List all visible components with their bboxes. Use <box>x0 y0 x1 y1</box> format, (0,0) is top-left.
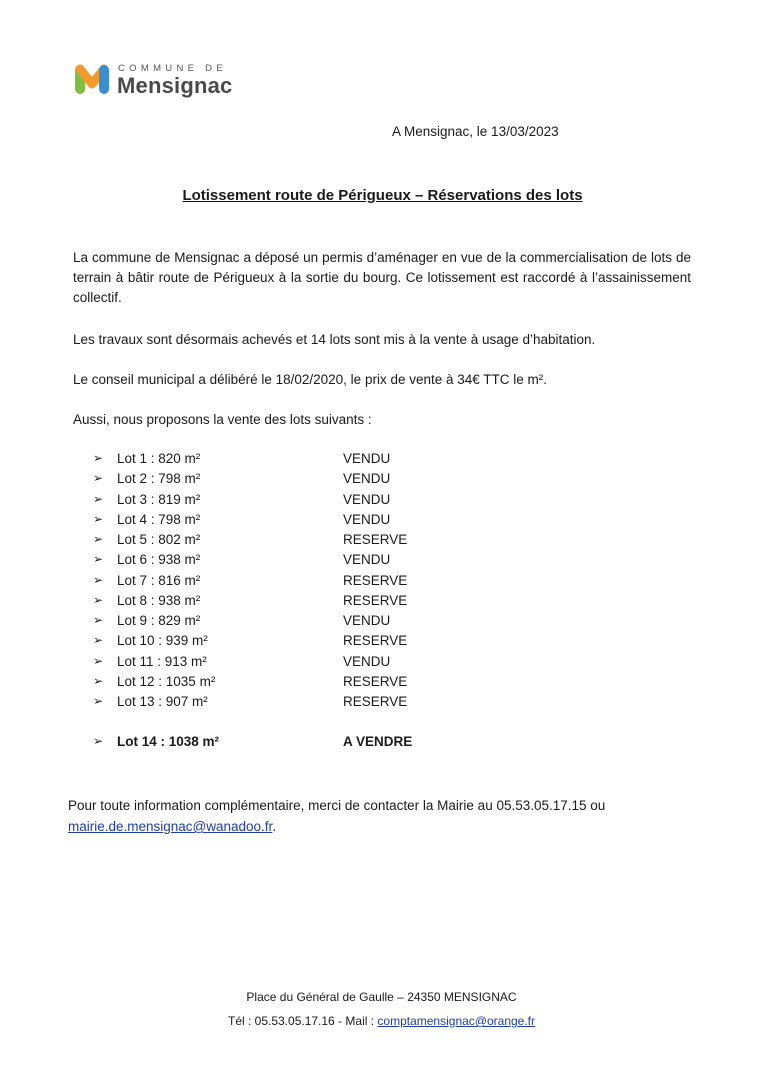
list-item <box>93 532 493 552</box>
footer-address: Place du Général de Gaulle – 24350 MENSIGNAC <box>246 990 517 1004</box>
lot-label: Lot 10 : 939 m² <box>117 633 208 649</box>
lot-label: Lot 9 : 829 m² <box>117 613 201 628</box>
arrow-bullet-icon: ➢ <box>93 552 104 567</box>
list-item <box>93 492 493 512</box>
lot-status: RESERVE <box>343 633 408 649</box>
contact-end: . <box>272 819 277 834</box>
lot-label: Lot 6 : 938 m² <box>117 552 201 568</box>
lot-status: VENDU <box>343 653 391 669</box>
list-item <box>93 593 493 613</box>
lot-status: VENDU <box>343 491 391 507</box>
lot-status: VENDU <box>343 511 391 527</box>
arrow-bullet-icon: ➢ <box>93 532 104 546</box>
footer-contact <box>0 1014 763 1028</box>
lot-status: A VENDRE <box>343 734 413 749</box>
footer-email-link[interactable]: comptamensignac@orange.fr <box>377 1014 535 1028</box>
lot-label: Lot 13 : 907 m² <box>117 694 208 709</box>
list-item <box>93 573 493 593</box>
lot-status: VENDU <box>343 552 391 568</box>
lot-status: RESERVE <box>343 572 408 588</box>
lot-label: Lot 4 : 798 m² <box>117 511 201 527</box>
lot-label: Lot 3 : 819 m² <box>117 491 201 507</box>
lot-label: Lot 7 : 816 m² <box>117 572 201 588</box>
list-item-featured <box>93 734 493 754</box>
paragraph-price: Le conseil municipal a délibéré le 18/02/2020, le prix de vente à 34€ TTC le m². <box>73 372 548 387</box>
arrow-bullet-icon: ➢ <box>93 694 104 708</box>
mairie-email-link[interactable]: mairie.de.mensignac@wanadoo.fr <box>68 819 273 834</box>
document-date: A Mensignac, le 13/03/2023 <box>392 124 559 139</box>
list-item <box>93 694 493 714</box>
list-item <box>93 654 493 674</box>
lot-label: Lot 12 : 1035 m² <box>117 673 216 689</box>
lot-status: VENDU <box>343 613 391 628</box>
arrow-bullet-icon: ➢ <box>93 734 104 748</box>
list-item <box>93 674 493 694</box>
contact-text: Pour toute information complémentaire, merci de contacter la Mairie au 05.53.05.17.15 ou <box>68 798 606 813</box>
arrow-bullet-icon: ➢ <box>93 653 104 668</box>
lot-label: Lot 2 : 798 m² <box>117 471 201 487</box>
list-item <box>93 512 493 532</box>
arrow-bullet-icon: ➢ <box>93 673 104 688</box>
arrow-bullet-icon: ➢ <box>93 613 104 627</box>
arrow-bullet-icon: ➢ <box>93 592 104 607</box>
lots-list <box>93 451 493 714</box>
lot-label: Lot 14 : 1038 m² <box>117 734 220 749</box>
list-item <box>93 471 493 491</box>
arrow-bullet-icon: ➢ <box>93 471 104 486</box>
list-item <box>93 613 493 633</box>
paragraph-works: Les travaux sont désormais achevés et 14 lots sont mis à la vente à usage d’habitation. <box>73 332 596 347</box>
arrow-bullet-icon: ➢ <box>93 633 104 648</box>
footer-tel: Tél : 05.53.05.17.16 - Mail : <box>227 1014 378 1028</box>
arrow-bullet-icon: ➢ <box>93 572 104 587</box>
list-item <box>93 451 493 471</box>
list-item <box>93 552 493 572</box>
lot-label: Lot 8 : 938 m² <box>117 592 201 608</box>
lot-label: Lot 5 : 802 m² <box>117 532 201 547</box>
lot-label: Lot 11 : 913 m² <box>117 653 207 669</box>
lot-label: Lot 1 : 820 m² <box>117 451 201 466</box>
mensignac-m-logo-icon <box>75 62 109 96</box>
arrow-bullet-icon: ➢ <box>93 511 104 526</box>
paragraph-proposal: Aussi, nous proposons la vente des lots suivants : <box>73 412 372 427</box>
lot-status: RESERVE <box>343 592 408 608</box>
logo-big-text: Mensignac <box>117 73 233 98</box>
lot-status: RESERVE <box>343 532 408 547</box>
commune-logo <box>75 60 265 104</box>
document-title <box>0 187 763 204</box>
list-item <box>93 633 493 653</box>
arrow-bullet-icon: ➢ <box>93 491 104 506</box>
lot-status: VENDU <box>343 451 391 466</box>
lot-status: RESERVE <box>343 673 408 689</box>
logo-small-text: COMMUNE DE <box>118 63 227 74</box>
paragraph-intro: La commune de Mensignac a déposé un permis d’aménager en vue de la commercialisation de lots de terrain à bâtir route de Périgueux à la sortie du bourg. Ce lotissement est raccordé à l’assainissement collectif. <box>73 250 691 305</box>
arrow-bullet-icon: ➢ <box>93 451 104 465</box>
document-title-text: Lotissement route de Périgueux – Réservations des lots <box>182 187 583 204</box>
lot-status: VENDU <box>343 471 391 487</box>
lot-status: RESERVE <box>343 694 408 709</box>
contact-paragraph <box>68 795 688 837</box>
